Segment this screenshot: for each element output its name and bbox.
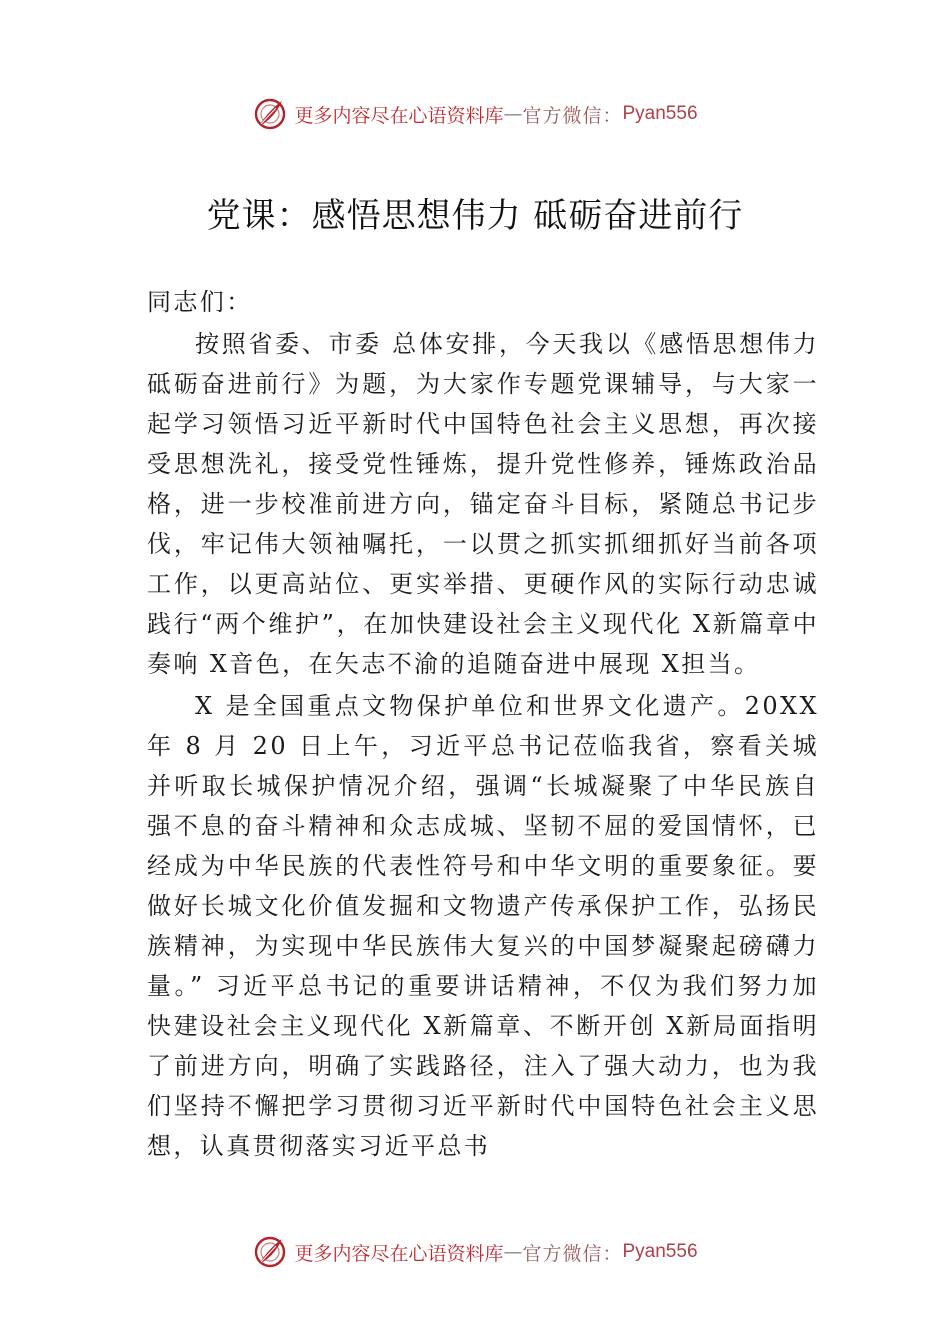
body-paragraph-2: X 是全国重点文物保护单位和世界文化遗产。20XX 年 8 月 20 日上午，习近平总书记莅临我省，察看关城并听取长城保护情况介绍，强调“长城凝聚了中华民族自强不息的奋斗精神和众志成城、坚韧不屈的爱国情怀，已经成为中华民族的代表性符号和中华文明的重要象征。要做好长城文化价值发掘和文物遗产传承保护工作，弘扬民族精神，为实现中华民族伟大复兴的中国梦凝聚起磅礴力量。” 习近平总书记的重要讲话精神，不仅为我们努力加快建设社会主义现代化 X新篇章、不断开创 X新局面指明了前进方向，明确了实践路径，注入了强大动力，也为我们坚持不懈把学习贯彻习近平新时代中国特色社会主义思想，认真贯彻落实习近平总书 bbox=[147, 692, 819, 1160]
document-body bbox=[147, 282, 819, 1166]
feather-pen-logo-icon bbox=[252, 96, 288, 132]
header-watermark-banner bbox=[0, 96, 950, 132]
wechat-id: Pyan556 bbox=[622, 103, 698, 124]
brand-text: 更多内容尽在心语资料库 bbox=[294, 1242, 504, 1265]
banner-separator: — bbox=[503, 103, 523, 125]
wechat-label: 官方微信： bbox=[522, 104, 623, 127]
footer-watermark-banner bbox=[0, 1234, 950, 1270]
salutation: 同志们： bbox=[147, 288, 253, 316]
banner-separator: — bbox=[503, 1241, 523, 1263]
wechat-id: Pyan556 bbox=[622, 1241, 698, 1262]
brand-text: 更多内容尽在心语资料库 bbox=[294, 104, 504, 127]
feather-pen-logo-icon bbox=[252, 1234, 288, 1270]
body-paragraph-1: 按照省委、市委 总体安排，今天我以《感悟思想伟力 砥砺奋进前行》为题，为大家作专题党课辅导，与大家一起学习领悟习近平新时代中国特色社会主义思想，再次接受思想洗礼，接受党性锤炼，提升党性修养，锤炼政治品格，进一步校准前进方向，锚定奋斗目标，紧随总书记步伐，牢记伟大领袖嘱托，一以贯之抓实抓细抓好当前各项工作，以更高站位、更实举措、更硬作风的实际行动忠诚践行“两个维护”，在加快建设社会主义现代化 X新篇章中奏响 X音色，在矢志不渝的追随奋进中展现 X担当。 bbox=[147, 330, 819, 678]
document-title: 党课：感悟思想伟力 砥砺奋进前行 bbox=[206, 196, 744, 236]
wechat-label: 官方微信： bbox=[522, 1242, 623, 1265]
